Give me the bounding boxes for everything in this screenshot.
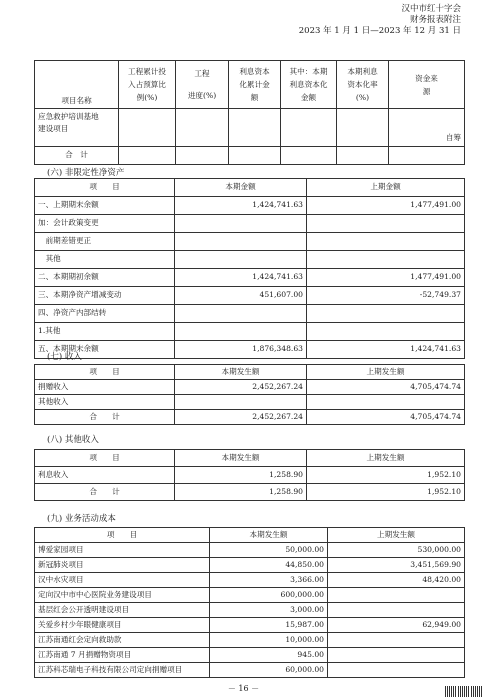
prior-amount (328, 603, 465, 618)
prior-amount: 1,952.10 (307, 467, 465, 484)
col-progress: 工程 进度(%) (176, 61, 229, 109)
prior-amount: 1,424,741.63 (307, 341, 465, 359)
section6-table (34, 178, 465, 359)
current-amount: 600,000.00 (210, 588, 328, 603)
section7-title: (七) 收入 (47, 352, 82, 362)
section6-col-prev: 上期金额 (307, 179, 465, 197)
prior-amount: 4,705,474.74 (307, 380, 465, 395)
section8-title: (八) 其他收入 (47, 435, 99, 445)
table-row (35, 663, 465, 678)
total-prior: 1,952.10 (307, 484, 465, 501)
prior-amount: 530,000.00 (328, 543, 465, 558)
section8-col-prev: 上期发生额 (307, 450, 465, 467)
section7-header-row (35, 365, 465, 380)
section9-table (34, 527, 465, 678)
current-amount (175, 395, 307, 410)
row-label: 五、本期期末余额 (35, 341, 175, 359)
col-period-cap-interest: 其中：本期 利息资本化 金额 (281, 61, 337, 109)
project-row (35, 109, 465, 147)
row-label: 江苏南通红会定向救助款 (35, 633, 210, 648)
current-amount: 44,850.00 (210, 558, 328, 573)
row-label: 江苏南通 7 月捐赠物资项目 (35, 648, 210, 663)
section9-col-prev: 上期发生额 (328, 528, 465, 543)
table-row (35, 251, 465, 269)
section6-col-cur: 本期金额 (175, 179, 307, 197)
page-number: － 16 － (227, 684, 260, 693)
current-amount: 10,000.00 (210, 633, 328, 648)
current-amount: 945.00 (210, 648, 328, 663)
section6-col-item: 项 目 (35, 179, 175, 197)
table-row (35, 603, 465, 618)
prior-amount (328, 633, 465, 648)
table-row (35, 215, 465, 233)
total-label: 合 计 (35, 484, 175, 501)
row-label: 捐赠收入 (35, 380, 175, 395)
section8-header-row (35, 450, 465, 467)
prior-amount (307, 215, 465, 233)
current-amount: 1,424,741.63 (175, 197, 307, 215)
project-name: 应急救护培训基地 建设项目 (35, 109, 119, 147)
table-row (35, 573, 465, 588)
table-row (35, 618, 465, 633)
section6-header-row (35, 179, 465, 197)
row-label: 关爱乡村少年眼健康项目 (35, 618, 210, 633)
prior-amount (307, 305, 465, 323)
table-row (35, 380, 465, 395)
row-label: 前期差错更正 (35, 233, 175, 251)
row-label: 其他 (35, 251, 175, 269)
prior-amount: 3,451,569.90 (328, 558, 465, 573)
current-amount: 3,000.00 (210, 603, 328, 618)
fund-source-value: 自筹 (389, 109, 465, 147)
current-amount: 1,424,741.63 (175, 269, 307, 287)
table-row (35, 323, 465, 341)
section8-table (34, 449, 465, 501)
report-period: 2023 年 1 月 1 日—2023 年 12 月 31 日 (298, 26, 461, 36)
report-header (299, 4, 461, 37)
row-label: 三、本期净资产增减变动 (35, 287, 175, 305)
project-header-row (35, 61, 465, 109)
table-row (35, 467, 465, 484)
current-amount (175, 323, 307, 341)
current-amount (175, 215, 307, 233)
prior-amount: 62,949.00 (328, 618, 465, 633)
prior-amount: 1,477,491.00 (307, 269, 465, 287)
table-row (35, 633, 465, 648)
row-label: 新冠肺炎项目 (35, 558, 210, 573)
table-row (35, 197, 465, 215)
prior-amount: 1,477,491.00 (307, 197, 465, 215)
scan-stamp-icon (445, 686, 483, 697)
row-label: 汉中水灾项目 (35, 573, 210, 588)
row-label: 加：会计政策变更 (35, 215, 175, 233)
row-label: 博爱家园项目 (35, 543, 210, 558)
row-label: 江苏科芯瑞电子科技有限公司定向捐赠项目 (35, 663, 210, 678)
current-amount (175, 305, 307, 323)
section9-col-cur: 本期发生额 (210, 528, 328, 543)
prior-amount (328, 663, 465, 678)
section8-col-cur: 本期发生额 (175, 450, 307, 467)
prior-amount: 48,420.00 (328, 573, 465, 588)
col-project-name: 项目名称 (35, 61, 119, 109)
table-row (35, 588, 465, 603)
total-current: 2,452,267.24 (175, 410, 307, 425)
table-row (35, 305, 465, 323)
current-amount: 2,452,267.24 (175, 380, 307, 395)
table-row (35, 269, 465, 287)
prior-amount: -52,749.37 (307, 287, 465, 305)
row-label: 定向汉中市中心医院业务建设项目 (35, 588, 210, 603)
table-row (35, 287, 465, 305)
project-total-row (35, 147, 465, 165)
doc-title: 财务报表附注 (409, 15, 461, 25)
col-cap-interest: 利息资本 化累计金 额 (229, 61, 281, 109)
prior-amount (307, 395, 465, 410)
section9-header-row (35, 528, 465, 543)
row-label: 基层红会公开透明建设项目 (35, 603, 210, 618)
total-current: 1,258.90 (175, 484, 307, 501)
current-amount: 1,876,348.63 (175, 341, 307, 359)
table-row (35, 233, 465, 251)
table-row (35, 558, 465, 573)
total-label: 合 计 (35, 410, 175, 425)
table-row (35, 341, 465, 359)
total-row (35, 484, 465, 501)
section7-col-prev: 上期发生额 (307, 365, 465, 380)
row-label: 一、上期期末余额 (35, 197, 175, 215)
section6-title: (六) 非限定性净资产 (47, 168, 125, 178)
table-row (35, 648, 465, 663)
col-budget-ratio: 工程累计投 入占预算比 例(%) (119, 61, 176, 109)
current-amount: 3,366.00 (210, 573, 328, 588)
current-amount: 60,000.00 (210, 663, 328, 678)
section7-col-item: 项 目 (35, 365, 175, 380)
table-row (35, 395, 465, 410)
row-label: 二、本期期初余额 (35, 269, 175, 287)
col-cap-rate: 本期利息 资本化率 (%) (337, 61, 389, 109)
row-label: 1.其他 (35, 323, 175, 341)
total-label: 合 计 (35, 147, 119, 165)
row-label: 利息收入 (35, 467, 175, 484)
section9-title: (九) 业务活动成本 (47, 514, 116, 524)
prior-amount (328, 648, 465, 663)
col-fund-source: 资金来 源 (389, 61, 465, 109)
section9-col-item: 项 目 (35, 528, 210, 543)
total-row (35, 410, 465, 425)
prior-amount (307, 323, 465, 341)
current-amount: 15,987.00 (210, 618, 328, 633)
prior-amount (307, 233, 465, 251)
section7-col-cur: 本期发生额 (175, 365, 307, 380)
total-prior: 4,705,474.74 (307, 410, 465, 425)
table-row (35, 543, 465, 558)
section8-col-item: 项 目 (35, 450, 175, 467)
current-amount: 1,258.90 (175, 467, 307, 484)
row-label: 其他收入 (35, 395, 175, 410)
prior-amount (328, 588, 465, 603)
org-name: 汉中市红十字会 (401, 4, 461, 14)
current-amount: 451,607.00 (175, 287, 307, 305)
section7-table (34, 364, 465, 425)
current-amount (175, 251, 307, 269)
prior-amount (307, 251, 465, 269)
current-amount (175, 233, 307, 251)
current-amount: 50,000.00 (210, 543, 328, 558)
project-table (34, 60, 465, 165)
row-label: 四、净资产内部结转 (35, 305, 175, 323)
